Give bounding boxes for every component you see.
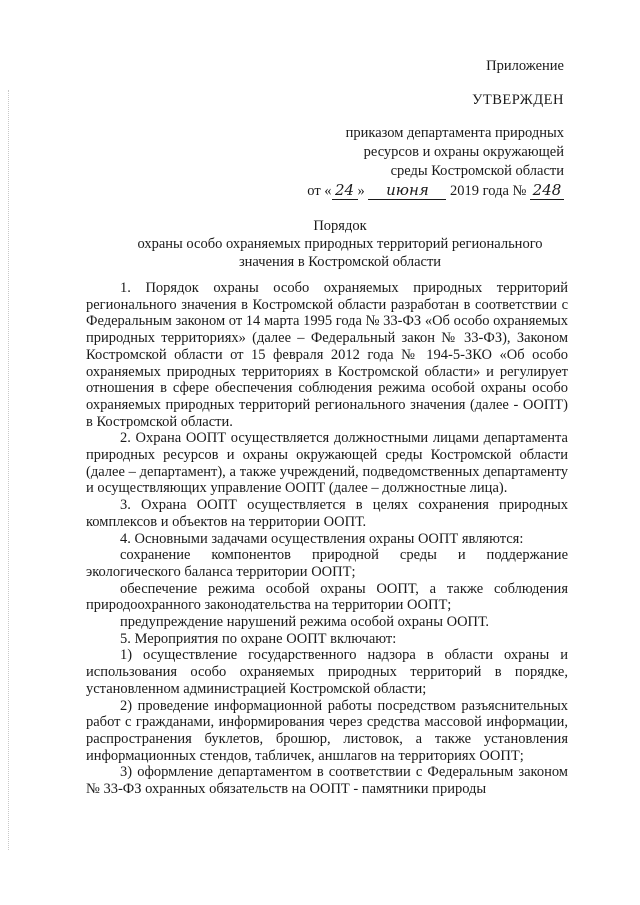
- paragraph: 3) оформление департаментом в соответствии с Федеральным законом № 33-ФЗ охранных обязательств на ООПТ - памятники природы: [86, 764, 568, 798]
- document-title: [90, 217, 590, 271]
- appendix-label: Приложение: [486, 58, 564, 74]
- paragraph: 1) осуществление государственного надзора в области охраны и использования особо охраняемых природных территорий в порядке, установленном администрацией Костромской области;: [86, 647, 568, 697]
- order-line: приказом департамента природных: [345, 125, 564, 141]
- title-line: охраны особо охраняемых природных территорий регионального: [137, 236, 543, 252]
- date-mid: »: [357, 183, 365, 199]
- order-line: среды Костромской области: [390, 163, 564, 179]
- paragraph: 5. Мероприятия по охране ООПТ включают:: [120, 630, 397, 647]
- order-number: 248: [530, 181, 564, 200]
- document-body: [86, 280, 568, 798]
- approved-label: УТВЕРЖДЕН: [472, 92, 564, 108]
- date-month: июня: [368, 181, 446, 200]
- paragraph: обеспечение режима особой охраны ООПТ, а также соблюдения природоохранного законодательства на территории ООПТ;: [86, 580, 568, 614]
- order-date-line: [307, 181, 564, 200]
- scan-edge-line: [8, 90, 10, 850]
- date-year-text: 2019 года №: [450, 183, 527, 199]
- date-day: 24: [332, 181, 358, 200]
- order-line: ресурсов и охраны окружающей: [363, 144, 564, 160]
- order-reference: [324, 124, 564, 181]
- paragraph: 1. Порядок охраны особо охраняемых природных территорий регионального значения в Костромской области разработан в соответствии с Федеральным законом от 14 марта 1995 года № 33-ФЗ «Об особо охраняемых природных территориях» (далее – Федеральный закон № 33-ФЗ), Законом Костромской области от 15 февраля 2012 года № 194-5-ЗКО «Об особо охраняемых природных территориях в Костромской области» и регулирует отношения в сфере обеспечения соблюдения режима особой охраны особо охраняемых природных территорий регионального значения (далее - ООПТ) в Костромской области.: [86, 280, 568, 430]
- title-line: значения в Костромской области: [238, 254, 442, 270]
- paragraph: 2) проведение информационной работы посредством разъяснительных работ с гражданами, информирования через средства массовой информации, распространения буклетов, брошюр, листовок, а также установления информационных стендов, табличек, аншлагов на территориях ООПТ;: [86, 697, 568, 764]
- date-prefix: от «: [307, 183, 332, 199]
- paragraph: предупреждение нарушений режима особой охраны ООПТ.: [120, 614, 490, 631]
- paragraph: 3. Охрана ООПТ осуществляется в целях сохранения природных комплексов и объектов на территории ООПТ.: [86, 497, 568, 530]
- paragraph: 2. Охрана ООПТ осуществляется должностными лицами департамента природных ресурсов и охраны окружающей среды Костромской области (далее – департамент), а также учреждений, подведомственных департаменту и осуществляющих управление ООПТ (далее – должностные лица).: [86, 430, 568, 497]
- title-line: Порядок: [313, 218, 367, 234]
- paragraph: сохранение компонентов природной среды и поддержание экологического баланса территории ООПТ;: [86, 547, 568, 580]
- paragraph: 4. Основными задачами осуществления охраны ООПТ являются:: [120, 530, 524, 547]
